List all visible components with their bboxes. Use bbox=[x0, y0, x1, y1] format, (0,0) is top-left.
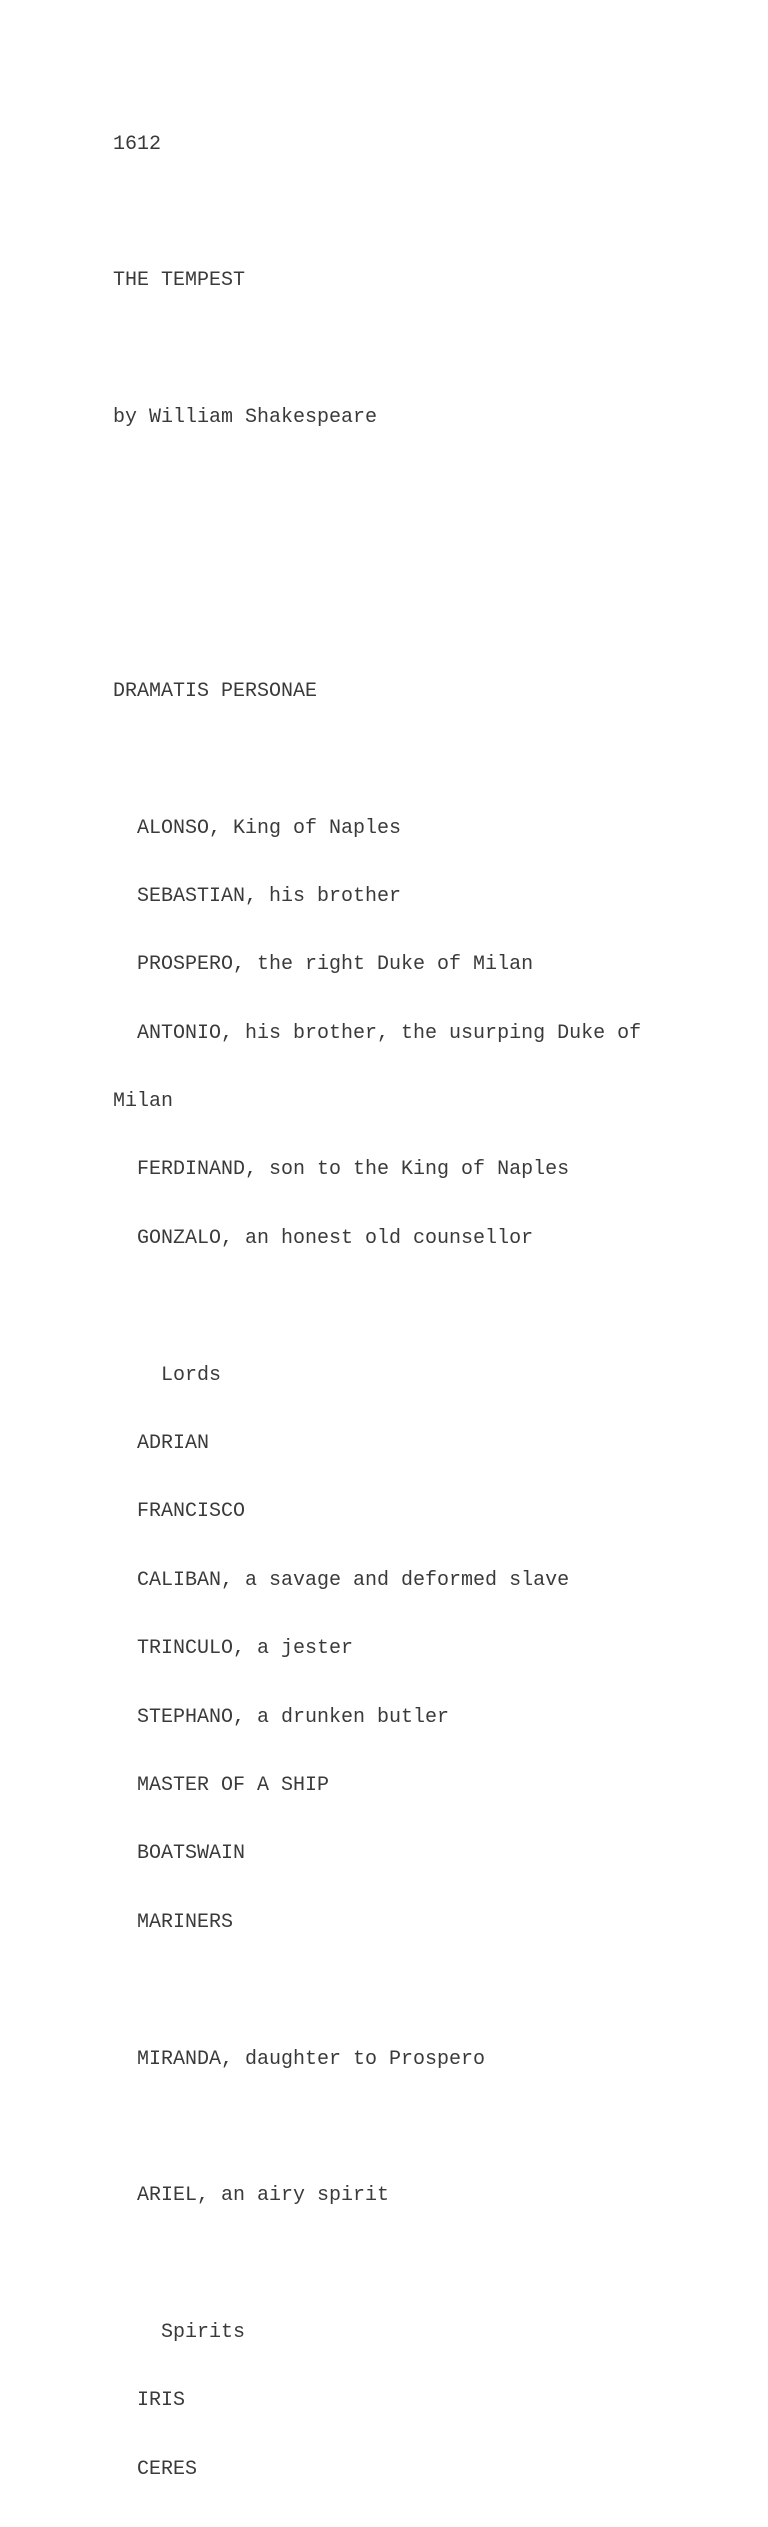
blank-line bbox=[113, 544, 641, 567]
blank-line bbox=[113, 2254, 641, 2277]
blank-line bbox=[113, 1980, 641, 2003]
character-ferdinand: FERDINAND, son to the King of Naples bbox=[113, 1158, 570, 1182]
blank-line bbox=[113, 612, 641, 635]
group-heading-lords: Lords bbox=[113, 1363, 222, 1387]
character-ariel: ARIEL, an airy spirit bbox=[113, 2184, 390, 2208]
section-heading: DRAMATIS PERSONAE bbox=[113, 679, 318, 703]
group-heading-spirits: Spirits bbox=[113, 2321, 246, 2345]
author-line: by William Shakespeare bbox=[113, 406, 378, 430]
character-stephano: STEPHANO, a drunken butler bbox=[113, 1705, 450, 1729]
character-alonso: ALONSO, King of Naples bbox=[113, 816, 402, 840]
character-gonzalo: GONZALO, an honest old counsellor bbox=[113, 1226, 534, 1250]
blank-line bbox=[113, 476, 641, 499]
blank-line bbox=[113, 339, 641, 362]
blank-line bbox=[113, 1296, 641, 1319]
blank-line bbox=[113, 202, 641, 225]
character-master: MASTER OF A SHIP bbox=[113, 1773, 330, 1797]
character-iris: IRIS bbox=[113, 2389, 186, 2413]
character-prospero: PROSPERO, the right Duke of Milan bbox=[113, 953, 534, 977]
year: 1612 bbox=[113, 132, 162, 156]
blank-line bbox=[113, 749, 641, 772]
character-adrian: ADRIAN bbox=[113, 1432, 210, 1456]
character-miranda: MIRANDA, daughter to Prospero bbox=[113, 2047, 486, 2071]
character-boatswain: BOATSWAIN bbox=[113, 1842, 246, 1866]
character-sebastian: SEBASTIAN, his brother bbox=[113, 884, 402, 908]
blank-line bbox=[113, 2117, 641, 2140]
character-francisco: FRANCISCO bbox=[113, 1500, 246, 1524]
character-mariners: MARINERS bbox=[113, 1910, 234, 1934]
character-caliban: CALIBAN, a savage and deformed slave bbox=[113, 1568, 570, 1592]
play-title: THE TEMPEST bbox=[113, 269, 246, 293]
character-trinculo: TRINCULO, a jester bbox=[113, 1637, 354, 1661]
character-antonio: ANTONIO, his brother, the usurping Duke of bbox=[113, 1021, 642, 1045]
document-text bbox=[113, 88, 641, 2527]
character-antonio-continued: Milan bbox=[113, 1090, 174, 1114]
character-ceres: CERES bbox=[113, 2457, 198, 2481]
